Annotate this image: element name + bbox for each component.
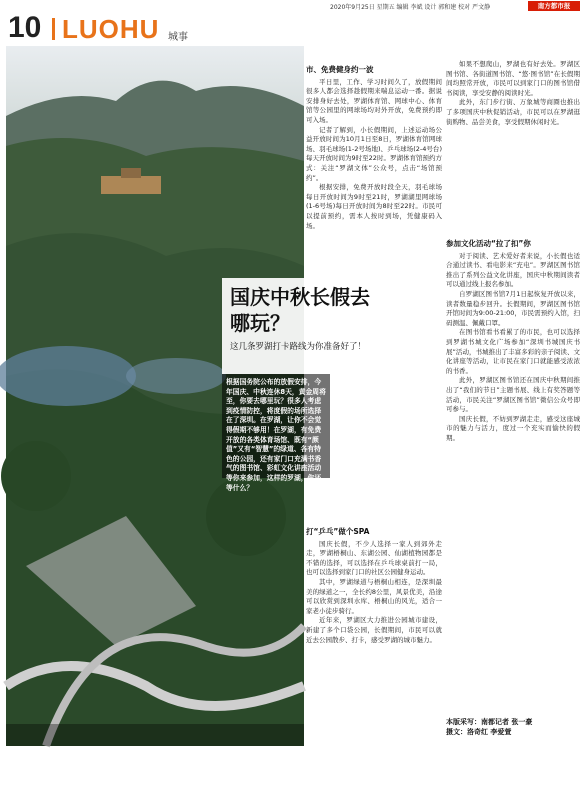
lead-paragraph: 根据国务院公布的放假安排，今年国庆、中秋连休8天，黄金周将至，你要去哪里玩？很多人考虑到疫情防控，将度假的场所选择在了深圳。在罗湖，让你不会觉得假期不够用！在罗湖，有免费开放的各类体育场馆、既有“颜值”又有“智慧”的绿道、各有特色的公园，还有家门口充满书香气的图书馆、彩虹文化讲座活动等你来参加，这样的罗湖，你还等什么？	[222, 374, 330, 478]
page-header-bar	[0, 0, 584, 12]
credit-reporter: 本版采写：南都记者 张一豪	[446, 718, 533, 726]
credit-editor: 摄文：洛奇红 李爱萱	[446, 727, 512, 736]
column-3-paragraph: 如果不想爬山，罗湖也有好去处。罗湖区图书馆、各街道图书馆、“悠·图书馆”在长假期间均照常开放，市民可以到家门口的图书馆借书阅读，享受安静的阅读时光。	[446, 60, 580, 97]
column-2-title: 打“乒乓”做个SPA	[306, 527, 370, 536]
column-3-paragraph: 此外，东门步行街、万象城等商圈也推出了多项国庆中秋促销活动，市民可以在罗湖逛街购物、品尝美食，享受假期休闲时光。	[446, 98, 580, 126]
page-subheadline: 这几条罗湖打卡路线为你准备好了！	[230, 342, 367, 352]
page-number: 10	[8, 11, 42, 44]
column-1-title: 市、免费健身约一波	[306, 65, 374, 74]
column-1-paragraph: 根据安排，免费开放时段全天，羽毛球场每日开放时间为9时至21时，罗湖湖里网球场(1-6号场)每日开放时间为8时至22时。市民可以提前预约，需本人按时到场，凭健康码入场。	[306, 183, 442, 230]
issue-info: 2020年9月25日 星期五 编辑 李斌 设计 郭和建 校对 严文静	[330, 4, 491, 11]
photo-caption: 摩俊鸿(梧桐山色) 罗湖摄影学会供图	[184, 779, 289, 787]
column-1-paragraph: 记者了解到，小长假期间，上述运动场公益开放时间为10月1日至8日，罗湖体育馆网球场、羽毛球场(1-2号场地)、乒乓球场(2-4号台)每天开放时间为9时至22时。罗湖体育馆预约方式：关注“罗湖文体”公众号，点击“场馆预约”。	[306, 125, 442, 182]
column-2-paragraph: 近年来，罗湖区大力推进公园城市建设，新建了多个口袋公园，长假期间，市民可以就近去公园散步、打卡，感受罗湖的城市魅力。	[306, 616, 442, 644]
column-3-paragraph: 对于阅读、艺术爱好者来说，小长假也适合通过读书、看电影来“充电”。罗湖区图书馆推出了系列公益文化讲座，国庆中秋期间读者可以通过线上报名参加。	[446, 251, 580, 289]
column-2	[306, 522, 442, 744]
column-3-top	[446, 60, 580, 236]
column-3-paragraph: 此外，罗湖区图书馆还在国庆中秋期间推出了“我们的节日”主题书展、线上有奖答题等活动，市民关注“罗湖区图书馆”微信公众号即可参与。	[446, 376, 580, 414]
page-headline: 国庆中秋长假去哪玩？	[230, 285, 370, 335]
section-subtitle: 城事	[168, 32, 188, 43]
column-1	[306, 60, 442, 530]
column-2-paragraph: 国庆长假，不少人选择一家人到郊外走走，罗湖梧桐山、东湖公园、仙湖植物园都是不错的选择，可以选择在乒乓球桌前打一局，也可以选择到家门口的社区公园健身运动。	[306, 539, 442, 577]
page-number-divider	[52, 18, 55, 40]
column-2-paragraph: 其中，罗湖绿道与梧桐山相连，是深圳最美的绿道之一，全长约8公里，风景优美，沿途可以欣赏到深圳水库、梧桐山的风光，适合一家老小徒步骑行。	[306, 577, 442, 615]
column-3-bottom	[446, 234, 580, 714]
section-name: LUOHU	[62, 14, 160, 44]
column-3-paragraph: 自罗湖区图书馆7月1日起恢复开放以来，读者数量稳步回升。长假期间，罗湖区图书馆开馆时间为9:00-21:00，市民需预约入馆，扫码测温、佩戴口罩。	[446, 289, 580, 327]
column-1-paragraph: 平日里，工作、学习时间久了，放假期间很多人都会选择趁假期来喘息运动一番。据说安排身好去处，罗湖体育馆、网球中心、体育馆等公园里的网球场均对外开放，免费预约即可入场。	[306, 77, 442, 124]
newspaper-logo: 南方都市报	[528, 1, 580, 11]
column-3-title: 参加文化活动“拉了扣”你	[446, 239, 531, 248]
column-3-paragraph: 在图书馆看书看累了的市民，也可以选择到罗湖书城文化广场参加“深圳书城国庆书展”活动，书城推出了丰富多彩的亲子阅读、文化讲座等活动，让市民在家门口就能感受浓浓的书香。	[446, 328, 580, 375]
credits	[446, 718, 580, 748]
column-3-paragraph: 国庆长假，不妨到罗湖走走，感受这座城市的魅力与活力，度过一个充实而愉快的假期。	[446, 414, 580, 442]
